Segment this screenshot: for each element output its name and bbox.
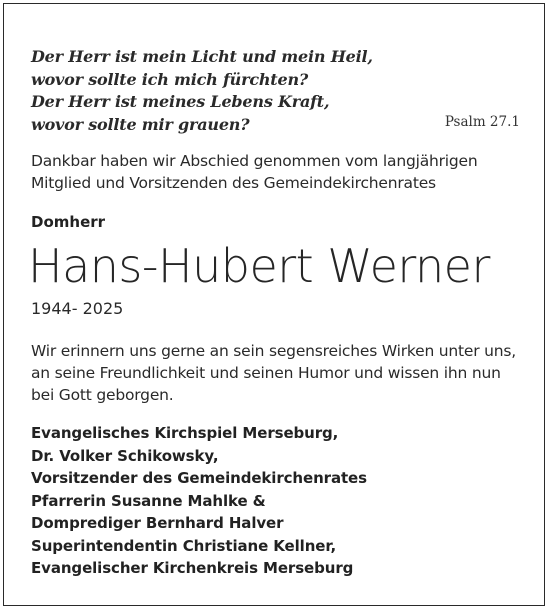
signers-list [31,422,367,580]
verse-line: Der Herr ist mein Licht und mein Heil, [31,47,373,66]
verse-line: wovor sollte mir grauen? [31,114,250,134]
signer-line: Dr. Volker Schikowsky, [31,446,219,465]
deceased-title: Domherr [31,213,106,231]
verse-line: Der Herr ist meines Lebens Kraft, [31,92,330,111]
deceased-name: Hans-Hubert Werner [28,239,490,293]
bible-verse [31,46,373,136]
signer-line: Pfarrerin Susanne Mahlke & [31,491,266,510]
signer-line: Superintendentin Christiane Kellner, [31,536,337,555]
signer-line: Evangelisches Kirchspiel Merseburg, [31,424,339,442]
verse-reference: Psalm 27.1 [444,114,520,130]
signer-line: Domprediger Bernhard Halver [31,514,284,532]
verse-line: wovor sollte ich mich fürchten? [31,69,309,89]
signer-line: Vorsitzender des Gemeindekirchenrates [31,469,367,487]
signer-line: Evangelischer Kirchenkreis Merseburg [31,559,354,577]
intro-text: Dankbar haben wir Abschied genommen vom langjährigen Mitglied und Vorsitzenden des Gemeindekirchenrates [31,152,478,192]
life-dates: 1944- 2025 [31,299,124,318]
memorial-text: Wir erinnern uns gerne an sein segensreiches Wirken unter uns, an seine Freundlichkeit und seinen Humor und wissen ihn nun bei Gott geborgen. [31,342,517,404]
